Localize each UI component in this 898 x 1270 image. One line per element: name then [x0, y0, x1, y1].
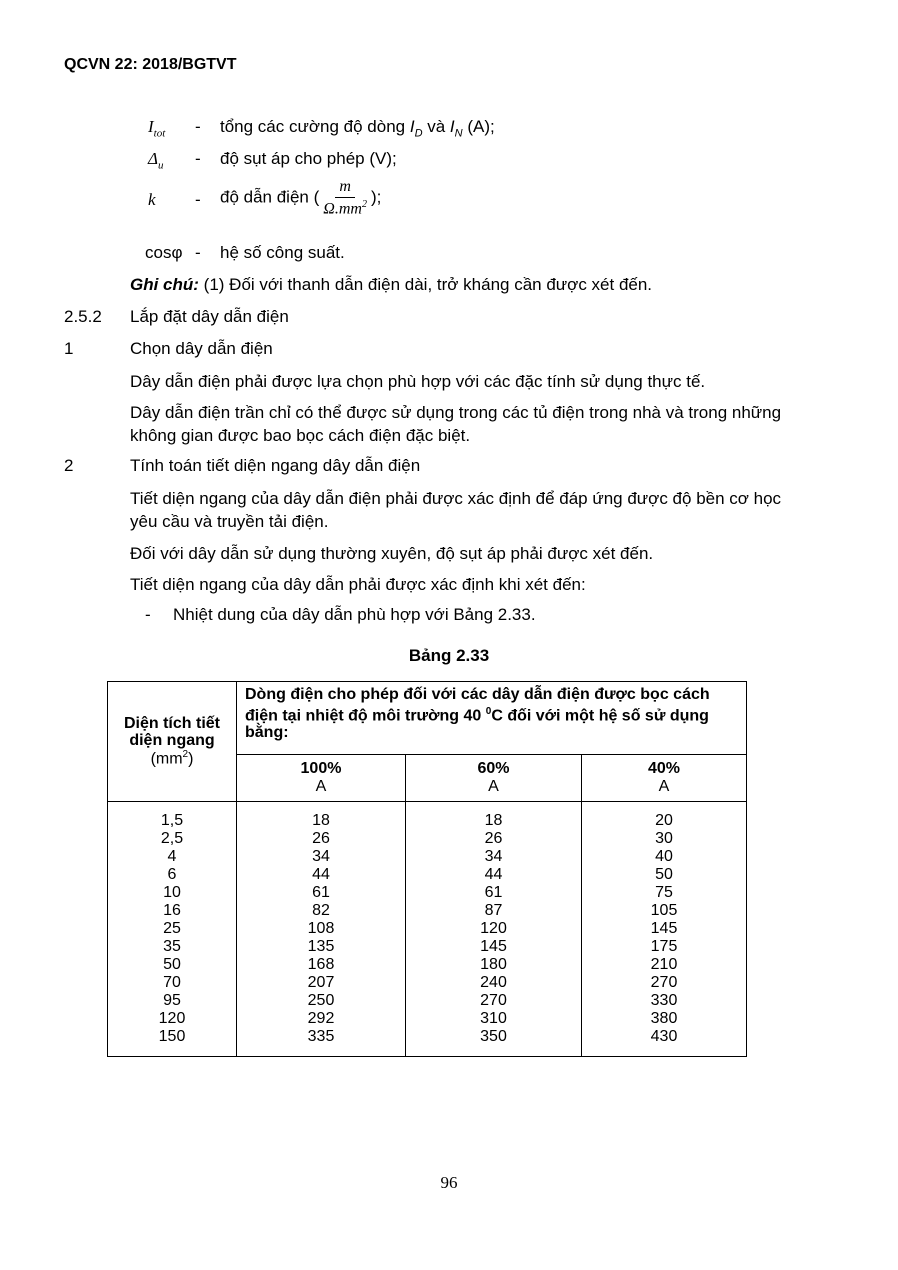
table-cell-value: 95 [163, 992, 181, 1009]
table-cell-value: 210 [650, 956, 678, 973]
values-100pct [237, 802, 406, 1057]
paragraph: Tiết diện ngang của dây dẫn điện phải được xác định để đáp ứng được độ bền cơ học yêu cầu và truyền tải điện. [130, 489, 782, 531]
table-cell-value: 16 [163, 902, 181, 919]
item-number: 2 [64, 456, 74, 475]
paragraph: Tiết diện ngang của dây dẫn phải được xác định khi xét đến: [130, 575, 586, 594]
table-cell-value: 61 [484, 884, 503, 901]
symbol-k: k [148, 190, 156, 209]
symbol-itot: $I_{tot}$ [148, 117, 166, 140]
symbol-delta-u: $\Delta_u$ [148, 149, 164, 172]
def-dash: - [195, 243, 201, 262]
table-cell-value: 18 [484, 812, 503, 829]
table-cell-value: 50 [163, 956, 181, 973]
table-cell-value: 270 [480, 992, 507, 1009]
def-dash: - [195, 149, 201, 168]
group-header: Dòng điện cho phép đối với các dây dẫn điện được bọc cách điện tại nhiệt độ môi trường 40 $^0$C đối với một hệ số sử dụng bằng: [237, 682, 747, 755]
bullet-dash: - [145, 605, 151, 624]
def-delta-text: độ sụt áp cho phép (V); [220, 149, 397, 168]
conductivity-fraction: $\frac{m}{\Omega.mm^2}$ [323, 178, 367, 218]
table-cell-value: 26 [312, 830, 330, 847]
table-cell-value: 250 [307, 992, 335, 1009]
paragraph: Dây dẫn điện trần chỉ có thể được sử dụng trong các tủ điện trong nhà và trong những không gian được bao bọc cách điện đặc biệt. [130, 403, 782, 445]
table-cell-value: 61 [312, 884, 330, 901]
paragraph: Đối với dây dẫn sử dụng thường xuyên, độ sụt áp phải được xét đến. [130, 544, 654, 563]
table-cell-value: 18 [312, 812, 330, 829]
table-cell-value: 34 [484, 848, 503, 865]
bullet-text: Nhiệt dung của dây dẫn phù hợp với Bảng 2.33. [173, 605, 536, 624]
values-60pct [406, 802, 582, 1057]
section-number: 2.5.2 [64, 307, 102, 326]
note: Ghi chú: (1) Đối với thanh dẫn điện dài, trở kháng cần được xét đến. [130, 275, 653, 294]
table-cell-value: 50 [655, 866, 673, 883]
table-cell-value: 168 [307, 956, 335, 973]
table-cell-value: 4 [167, 848, 177, 865]
section-title: Lắp đặt dây dẫn điện [130, 307, 289, 326]
def-itot-text: tổng các cường độ dòng $I_D$ và $I_N$ (A); [220, 117, 495, 140]
table-cell-value: 44 [312, 866, 330, 883]
table-cell-value: 350 [480, 1028, 507, 1045]
table-cell-value: 175 [650, 938, 678, 955]
table-cell-value: 30 [655, 830, 673, 847]
table-cell-value: 108 [307, 920, 335, 937]
table-cell-value: 145 [650, 920, 678, 937]
table-cell-value: 105 [650, 902, 678, 919]
table-cell-value: 292 [307, 1010, 335, 1027]
table-cell-value: 75 [655, 884, 673, 901]
def-cos-text: hệ số công suất. [220, 243, 345, 262]
table-cell-value: 87 [484, 902, 503, 919]
table-cell-value: 25 [163, 920, 181, 937]
table-cell-value: 145 [480, 938, 507, 955]
document-header: QCVN 22: 2018/BGTVT [64, 56, 237, 73]
table-cell-value: 70 [163, 974, 181, 991]
def-k-text: độ dẫn điện ( $\frac{m}{\Omega.mm^2}$ ); [220, 178, 382, 218]
table-cell-value: 26 [484, 830, 503, 847]
table-cell-value: 380 [650, 1010, 678, 1027]
table-cell-value: 82 [312, 902, 330, 919]
table-cell-value: 430 [650, 1028, 678, 1045]
table-cell-value: 270 [650, 974, 678, 991]
table-cell-value: 40 [655, 848, 673, 865]
table-cell-value: 135 [307, 938, 335, 955]
table-cell-value: 1,5 [160, 812, 184, 829]
def-dash: - [195, 117, 201, 136]
table-cell-value: 180 [480, 956, 507, 973]
table-cell-value: 44 [484, 866, 503, 883]
item-number: 1 [64, 339, 74, 358]
header-60pct: 60% A [406, 755, 582, 802]
table-cell-value: 120 [158, 1010, 186, 1027]
area-column-header: Diện tích tiết diện ngang $(mm^2)$ [108, 682, 237, 802]
table-caption: Bảng 2.33 [408, 646, 490, 665]
table-cell-value: 20 [655, 812, 673, 829]
table-cell-value: 10 [163, 884, 181, 901]
page-number: 96 [440, 1173, 458, 1192]
item-title: Chọn dây dẫn điện [130, 339, 273, 358]
table-cell-value: 34 [312, 848, 330, 865]
table-cell-value: 207 [307, 974, 335, 991]
table-cell-value: 310 [480, 1010, 507, 1027]
table-cell-value: 240 [480, 974, 507, 991]
header-100pct: 100% A [237, 755, 406, 802]
values-40pct [582, 802, 747, 1057]
area-values [108, 802, 237, 1057]
item-title: Tính toán tiết diện ngang dây dẫn điện [130, 456, 421, 475]
def-dash: - [195, 190, 201, 209]
header-40pct: 40% A [582, 755, 747, 802]
table-cell-value: 6 [167, 866, 177, 883]
table-cell-value: 335 [307, 1028, 335, 1045]
table-cell-value: 330 [650, 992, 678, 1009]
table-cell-value: 35 [163, 938, 181, 955]
symbol-cos-phi: cosφ [145, 243, 183, 262]
table-cell-value: 2,5 [160, 830, 184, 847]
current-rating-table [107, 681, 747, 1057]
table-cell-value: 120 [480, 920, 507, 937]
table-cell-value: 150 [158, 1028, 186, 1045]
paragraph: Dây dẫn điện phải được lựa chọn phù hợp với các đặc tính sử dụng thực tế. [130, 372, 706, 391]
